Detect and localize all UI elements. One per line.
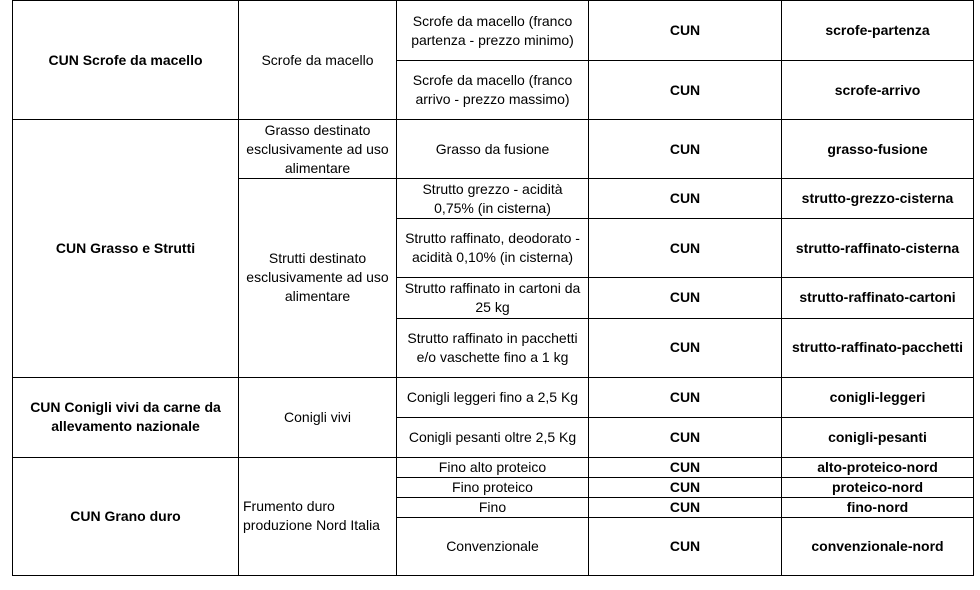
product-cell: Strutto grezzo - acidità 0,75% (in cisterna) [397,179,589,219]
group-name-cell: CUN Grano duro [13,457,239,575]
product-cell: Convenzionale [397,517,589,575]
subgroup-name-cell: Grasso destinato esclusivamente ad uso alimentare [239,120,397,179]
product-cell: Fino proteico [397,477,589,497]
source-cell: CUN [589,417,782,457]
code-cell: scrofe-arrivo [782,61,974,120]
product-cell: Scrofe da macello (franco arrivo - prezzo massimo) [397,61,589,120]
code-cell: conigli-leggeri [782,377,974,417]
group-name-cell: CUN Scrofe da macello [13,1,239,120]
table-row [13,457,974,477]
product-cell: Strutto raffinato in pacchetti e/o vaschette fino a 1 kg [397,318,589,377]
source-cell: CUN [589,457,782,477]
source-cell: CUN [589,219,782,278]
product-cell: Fino alto proteico [397,457,589,477]
source-cell: CUN [589,179,782,219]
source-cell: CUN [589,377,782,417]
product-cell: Strutto raffinato, deodorato - acidità 0,10% (in cisterna) [397,219,589,278]
group-name-cell: CUN Conigli vivi da carne da allevamento nazionale [13,377,239,457]
code-cell: alto-proteico-nord [782,457,974,477]
code-cell: proteico-nord [782,477,974,497]
product-cell: Fino [397,497,589,517]
table-row [13,1,974,61]
product-cell: Strutto raffinato in cartoni da 25 kg [397,278,589,318]
source-cell: CUN [589,1,782,61]
subgroup-name-cell: Scrofe da macello [239,1,397,120]
code-cell: fino-nord [782,497,974,517]
source-cell: CUN [589,318,782,377]
source-cell: CUN [589,497,782,517]
cun-table [12,0,974,576]
subgroup-name-cell: Strutti destinato esclusivamente ad uso alimentare [239,179,397,377]
code-cell: conigli-pesanti [782,417,974,457]
code-cell: strutto-raffinato-cartoni [782,278,974,318]
code-cell: strutto-raffinato-cisterna [782,219,974,278]
subgroup-name-cell: Conigli vivi [239,377,397,457]
code-cell: convenzionale-nord [782,517,974,575]
product-cell: Conigli leggeri fino a 2,5 Kg [397,377,589,417]
table-row [13,377,974,417]
source-cell: CUN [589,278,782,318]
group-name-cell: CUN Grasso e Strutti [13,120,239,377]
subgroup-name-cell: Frumento duro produzione Nord Italia [239,457,397,575]
product-cell: Scrofe da macello (franco partenza - prezzo minimo) [397,1,589,61]
source-cell: CUN [589,517,782,575]
source-cell: CUN [589,61,782,120]
code-cell: strutto-grezzo-cisterna [782,179,974,219]
source-cell: CUN [589,120,782,179]
table-row [13,120,974,179]
code-cell: grasso-fusione [782,120,974,179]
code-cell: scrofe-partenza [782,1,974,61]
product-cell: Conigli pesanti oltre 2,5 Kg [397,417,589,457]
product-cell: Grasso da fusione [397,120,589,179]
source-cell: CUN [589,477,782,497]
code-cell: strutto-raffinato-pacchetti [782,318,974,377]
